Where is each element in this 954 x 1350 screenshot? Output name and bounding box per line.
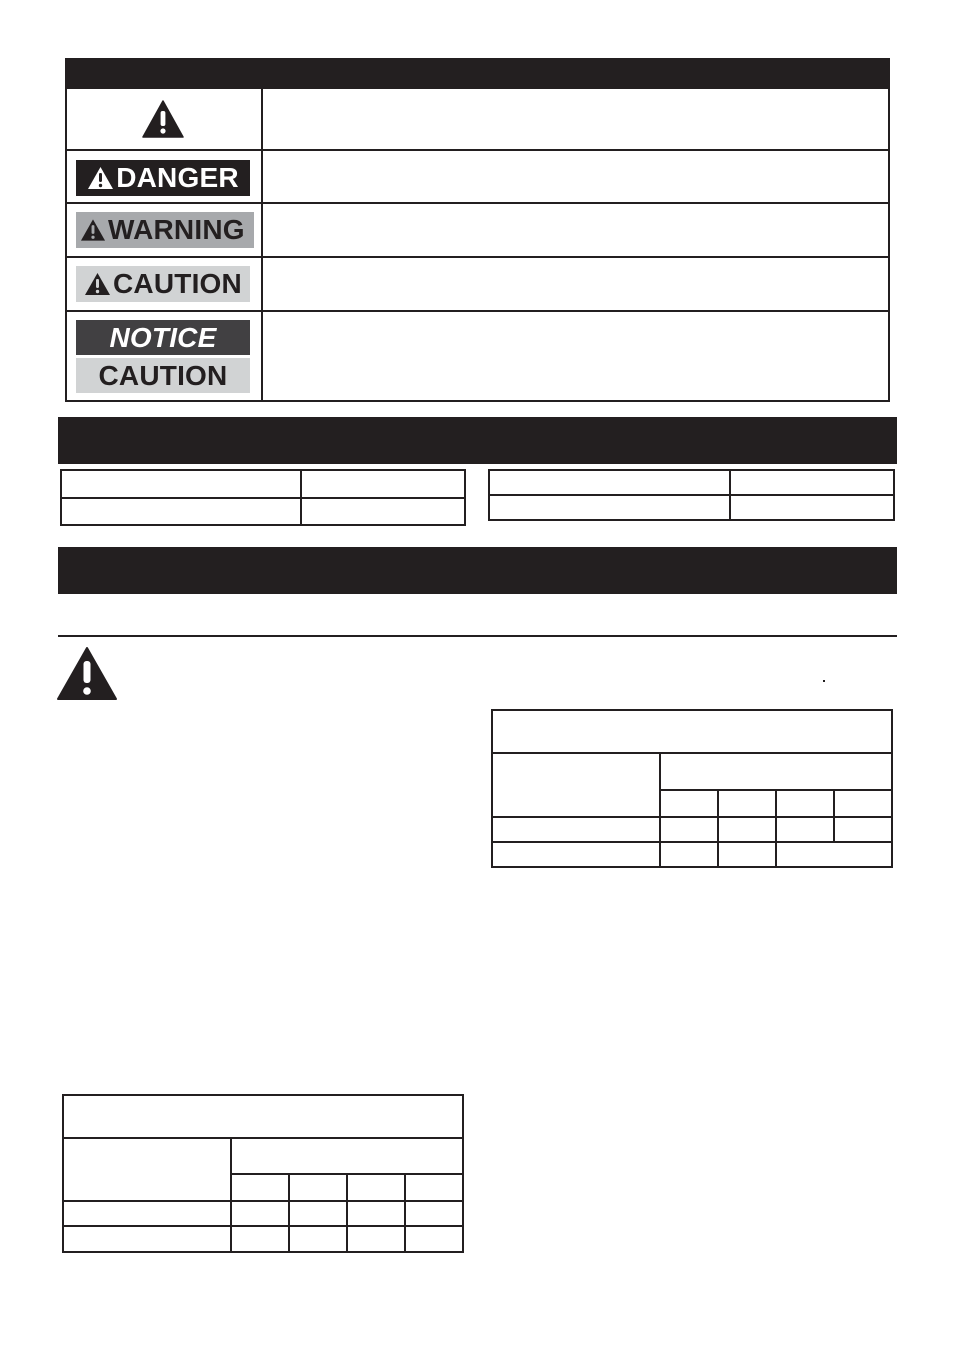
warning-triangle-icon [142, 100, 184, 138]
safety-row-alert-symbol [67, 87, 888, 151]
warning-triangle-icon [84, 272, 111, 296]
section-header-bar [58, 417, 897, 464]
table-row [61, 470, 465, 498]
warning-triangle-icon [80, 218, 106, 242]
table-grid [62, 1094, 464, 1253]
spec-table-left [60, 469, 466, 526]
safety-row-notice [67, 310, 888, 402]
table-row [489, 495, 894, 520]
divider [58, 635, 897, 637]
data-table-right [491, 709, 893, 868]
caution-signal-word: CAUTION [76, 266, 250, 302]
safety-row-warning [67, 202, 888, 258]
spec-table-right [488, 469, 895, 521]
caution-signal-word-secondary: CAUTION [76, 358, 250, 393]
stray-mark [823, 680, 825, 682]
warning-triangle-icon [87, 166, 114, 190]
safety-row-danger [67, 149, 888, 204]
warning-triangle-icon [56, 646, 118, 701]
danger-signal-word: DANGER [76, 160, 250, 196]
safety-signal-table [65, 58, 890, 402]
safety-row-caution [67, 256, 888, 312]
table-grid [491, 709, 893, 868]
data-table-left [62, 1094, 464, 1253]
table-row [489, 470, 894, 495]
safety-table-header-bar [67, 60, 888, 87]
table-row [61, 498, 465, 526]
warning-signal-word: WARNING [76, 212, 254, 248]
notice-signal-word: NOTICE [76, 320, 250, 355]
section-header-bar [58, 547, 897, 594]
